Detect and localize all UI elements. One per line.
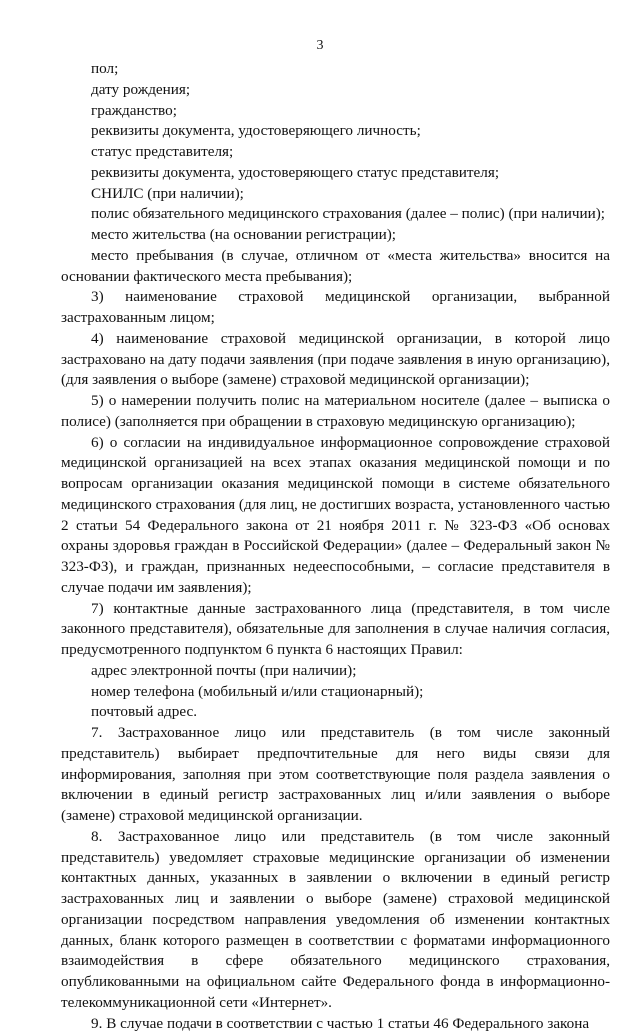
contact-line-postal: почтовый адрес. bbox=[61, 702, 610, 723]
list-line-identity-document: реквизиты документа, удостоверяющего личность; bbox=[61, 121, 610, 142]
item-3-word: медицинской bbox=[325, 287, 410, 308]
item-3-word: 3) bbox=[91, 287, 104, 308]
list-line-sex: пол; bbox=[61, 59, 610, 80]
list-line-birthdate: дату рождения; bbox=[61, 80, 610, 101]
paragraph-7: 7. Застрахованное лицо или представитель (в том числе законный представитель) выбирает предпочтительные для него виды связи для информирования, заполняя при этом соответствующие поля раздела заявления о включении в единый регистр застрахованных лиц и/или заявления о выборе (замене) страховой медицинской организации. bbox=[61, 723, 610, 827]
item-7: 7) контактные данные застрахованного лица (представителя, в том числе законного представителя), обязательные для заполнения в случае наличия согласия, предусмотренного подпунктом 6 пункта 6 настоящих Правил: bbox=[61, 599, 610, 661]
page-number: 3 bbox=[0, 38, 640, 54]
item-3-word: выбранной bbox=[539, 287, 610, 308]
item-3-word: наименование bbox=[125, 287, 217, 308]
document-body bbox=[61, 59, 610, 1034]
item-3-first-line bbox=[61, 287, 610, 308]
list-line-citizenship: гражданство; bbox=[61, 101, 610, 122]
paragraph-place-of-stay: место пребывания (в случае, отличном от «места жительства» вносится на основании фактического места пребывания); bbox=[61, 246, 610, 288]
list-line-representative-document: реквизиты документа, удостоверяющего статус представителя; bbox=[61, 163, 610, 184]
item-4: 4) наименование страховой медицинской организации, в которой лицо застраховано на дату подачи заявления (при подаче заявления в иную организацию), (для заявления о выборе (замене) страховой медицинской организации); bbox=[61, 329, 610, 391]
contact-line-email: адрес электронной почты (при наличии); bbox=[61, 661, 610, 682]
item-6: 6) о согласии на индивидуальное информационное сопровождение страховой медицинской организацией на всех этапах оказания медицинской помощи и по вопросам организации оказания медицинской помощи в системе обязательного медицинского страхования (для лиц, не достигших возраста, установленного частью 2 статьи 54 Федерального закона от 21 ноября 2011 г. № 323-ФЗ «Об основах охраны здоровья граждан в Российской Федерации» (далее – Федеральный закон № 323-ФЗ), и граждан, признанных недееспособными, – согласие представителя в случае подачи им заявления); bbox=[61, 433, 610, 599]
item-3-continuation: застрахованным лицом; bbox=[61, 308, 610, 329]
list-line-representative-status: статус представителя; bbox=[61, 142, 610, 163]
list-line-snils: СНИЛС (при наличии); bbox=[61, 184, 610, 205]
paragraph-9: 9. В случае подачи в соответствии с частью 1 статьи 46 Федерального закона bbox=[61, 1014, 610, 1034]
list-line-policy: полис обязательного медицинского страхования (далее – полис) (при наличии); bbox=[61, 204, 610, 225]
contact-line-phone: номер телефона (мобильный и/или стационарный); bbox=[61, 682, 610, 703]
list-line-residence: место жительства (на основании регистрации); bbox=[61, 225, 610, 246]
item-3-word: организации, bbox=[432, 287, 517, 308]
paragraph-8: 8. Застрахованное лицо или представитель (в том числе законный представитель) уведомляет страховые медицинские организации об изменении контактных данных, указанных в заявлении о включении в единый регистр застрахованных лиц и заявлении о выборе (замене) страховой медицинской организации посредством направления уведомления об изменении контактных данных, бланк которого размещен в соответствии с форматами информационного взаимодействия в сфере обязательного медицинского страхования, опубликованными на официальном сайте Федерального фонда в информационно-телекоммуникационной сети «Интернет». bbox=[61, 827, 610, 1014]
item-3-word: страховой bbox=[238, 287, 303, 308]
item-5: 5) о намерении получить полис на материальном носителе (далее – выписка о полисе) (заполняется при обращении в страховую медицинскую организацию); bbox=[61, 391, 610, 433]
